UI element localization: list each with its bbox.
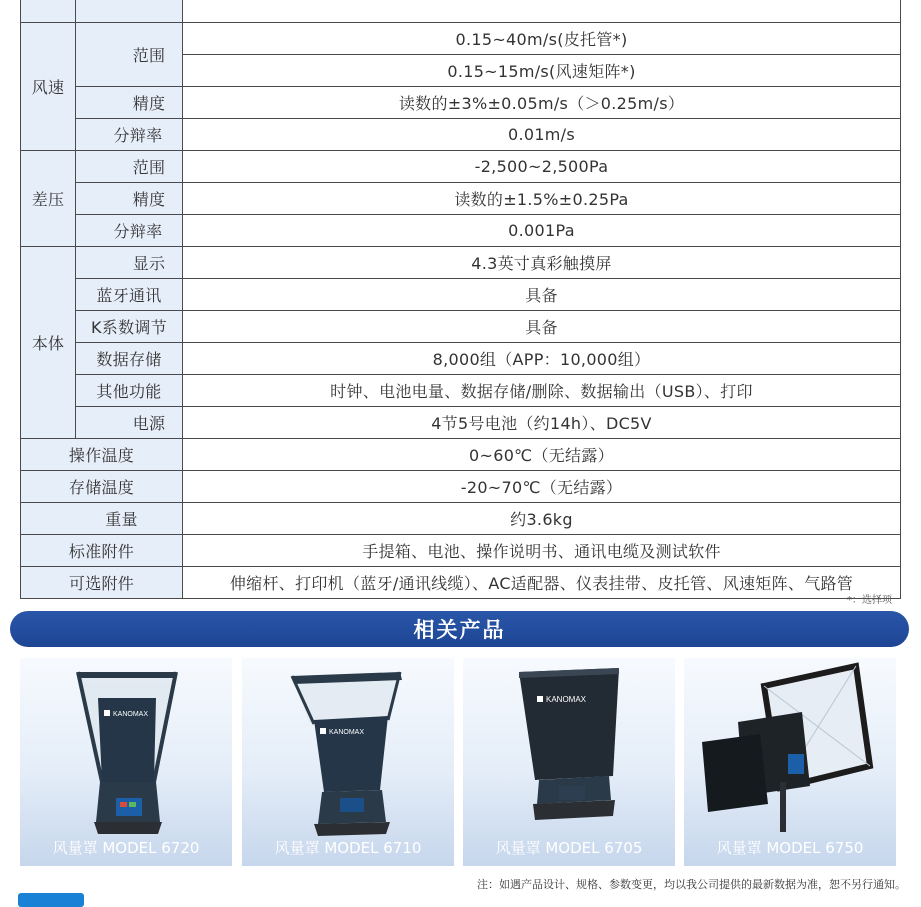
row-label: 重量: [21, 503, 183, 535]
row-value: 0.15~40m/s(皮托管*): [183, 23, 901, 55]
table-row: [21, 119, 901, 151]
product-caption: 风量罩 MODEL 6750: [716, 839, 864, 857]
row-value: 约3.6kg: [183, 503, 901, 535]
table-row: [21, 215, 901, 247]
related-products-title: 相关产品: [413, 618, 506, 642]
row-value: -20~70℃（无结露）: [183, 471, 901, 503]
group-label-body: 本体: [21, 247, 76, 439]
row-value: 0.15~15m/s(风速矩阵*): [183, 55, 901, 87]
row-value: 时钟、电池电量、数据存储/删除、数据输出（USB）、打印: [183, 375, 901, 407]
row-value: 0.01m/s: [183, 119, 901, 151]
row-value: 读数的±3%±0.05m/s（＞0.25m/s）: [183, 87, 901, 119]
group-label-airspeed: 风速: [21, 23, 76, 151]
row-label: K系数调节: [76, 311, 183, 343]
row-value: 4节5号电池（约14h）、DC5V: [183, 407, 901, 439]
svg-text:KANOMAX: KANOMAX: [113, 711, 149, 718]
row-label: 精度: [76, 183, 183, 215]
brand-logo-partial: [18, 893, 84, 907]
table-row: [21, 535, 901, 567]
product-card-6710[interactable]: [242, 658, 454, 866]
row-value: 具备: [183, 279, 901, 311]
air-hood-6750-image: [684, 658, 896, 866]
product-caption: 风量罩 MODEL 6710: [274, 839, 422, 857]
row-label: 显示: [76, 247, 183, 279]
row-label: 标准附件: [21, 535, 183, 567]
row-label: 存储温度: [21, 471, 183, 503]
table-row: [21, 23, 901, 55]
product-caption: 风量罩 MODEL 6705: [495, 839, 643, 857]
table-row: [21, 151, 901, 183]
row-label: 可选附件: [21, 567, 183, 599]
row-label: 分辩率: [76, 215, 183, 247]
row-value: 0.001Pa: [183, 215, 901, 247]
air-hood-6720-image: [20, 658, 232, 866]
table-row: [21, 311, 901, 343]
row-value: 手提箱、电池、操作说明书、通讯电缆及测试软件: [183, 535, 901, 567]
group-label-pressure: 差压: [21, 151, 76, 247]
product-card-6750[interactable]: [684, 658, 896, 866]
table-row: [21, 567, 901, 599]
row-label: 范围: [76, 23, 183, 87]
row-label: 操作温度: [21, 439, 183, 471]
row-value: 读数的±1.5%±0.25Pa: [183, 183, 901, 215]
svg-text:KANOMAX: KANOMAX: [546, 695, 587, 704]
row-value: 具备: [183, 311, 901, 343]
row-value: 伸缩杆、打印机（蓝牙/通讯线缆）、AC适配器、仪表挂带、皮托管、风速矩阵、气路管: [183, 567, 901, 599]
related-products-banner: [10, 611, 909, 647]
row-label: 电源: [76, 407, 183, 439]
table-row: [21, 503, 901, 535]
row-value: 4.3英寸真彩触摸屏: [183, 247, 901, 279]
air-hood-6710-image: [242, 658, 454, 866]
air-hood-6705-image: [463, 658, 675, 866]
table-row: [21, 87, 901, 119]
row-value: -2,500~2,500Pa: [183, 151, 901, 183]
table-row: [21, 343, 901, 375]
table-row: [21, 375, 901, 407]
row-label: 蓝牙通讯: [76, 279, 183, 311]
optional-note: *：选择项: [847, 595, 892, 606]
product-caption: 风量罩 MODEL 6720: [52, 839, 200, 857]
product-card-6720[interactable]: [20, 658, 232, 866]
table-row: [21, 279, 901, 311]
svg-text:KANOMAX: KANOMAX: [329, 729, 365, 736]
disclaimer-footnote: 注：如遇产品设计、规格、参数变更，均以我公司提供的最新数据为准，恕不另行通知。: [477, 878, 906, 891]
table-row: [21, 439, 901, 471]
row-label: 范围: [76, 151, 183, 183]
table-row: [21, 183, 901, 215]
table-row: [21, 0, 901, 23]
product-card-6705[interactable]: [463, 658, 675, 866]
row-label: 其他功能: [76, 375, 183, 407]
table-row: [21, 407, 901, 439]
table-row: [21, 247, 901, 279]
row-label: 分辩率: [76, 119, 183, 151]
row-value: 8,000组（APP：10,000组）: [183, 343, 901, 375]
spec-table: [20, 0, 901, 599]
row-label: 数据存储: [76, 343, 183, 375]
related-products: [20, 658, 903, 866]
table-row: [21, 471, 901, 503]
row-label: 精度: [76, 87, 183, 119]
row-value: 0~60℃（无结露）: [183, 439, 901, 471]
